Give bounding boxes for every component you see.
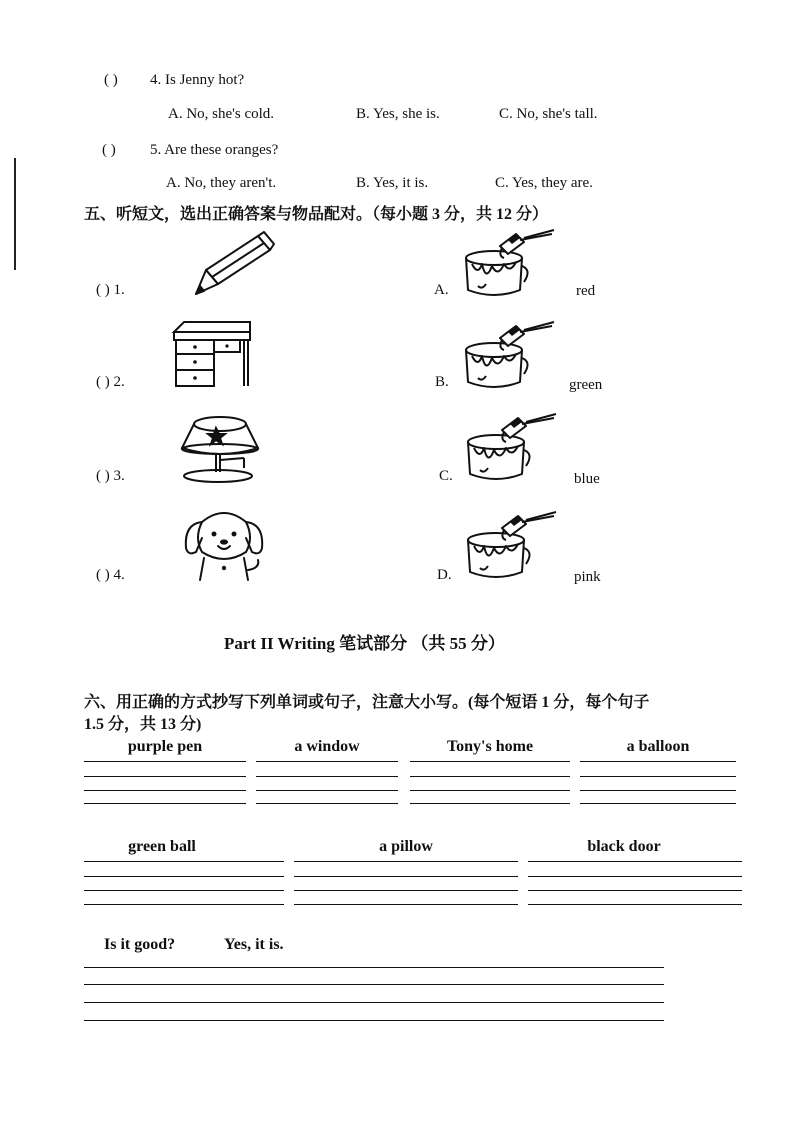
dog-icon	[180, 504, 270, 584]
question-5-bracket: ( )	[102, 142, 116, 158]
copy-sentence-answer: Yes, it is.	[224, 936, 284, 953]
choice-d-letter: D.	[437, 567, 452, 583]
section-6-title-line-1: 六、用正确的方式抄写下列单词或句子，注意大小写。(每个短语 1 分，每个句子	[84, 694, 650, 711]
desk-icon	[170, 320, 254, 390]
copy-word-4: a balloon	[626, 738, 690, 755]
paint-bucket-icon	[458, 320, 564, 392]
copy-word-3: Tony's home	[446, 738, 534, 755]
question-5-option-b: B. Yes, it is.	[356, 175, 429, 191]
choice-c-letter: C.	[439, 468, 453, 484]
match-item-1-label: ( ) 1.	[96, 282, 125, 298]
copy-word-7: black door	[587, 838, 661, 855]
match-item-2-label: ( ) 2.	[96, 374, 125, 390]
part-2-title: Part II Writing 笔试部分 （共 55 分）	[224, 634, 505, 653]
question-4-text: 4. Is Jenny hot?	[150, 72, 245, 88]
choice-b-color-word: green	[569, 377, 603, 393]
choice-a-color-word: red	[576, 283, 596, 299]
section-5-title: 五、听短文，选出正确答案与物品配对。（每小题 3 分，共 12 分）	[84, 206, 549, 223]
copy-word-6: a pillow	[379, 838, 433, 855]
choice-d-color-word: pink	[574, 569, 601, 585]
paint-bucket-icon	[458, 228, 564, 300]
margin-mark	[14, 158, 16, 270]
copy-word-5: green ball	[128, 838, 196, 855]
match-item-3-label: ( ) 3.	[96, 468, 125, 484]
question-5-text: 5. Are these oranges?	[150, 142, 279, 158]
copy-word-1: purple pen	[127, 738, 203, 755]
paint-bucket-icon	[460, 510, 566, 582]
section-6-title-line-2: 1.5 分，共 13 分)	[84, 716, 202, 733]
question-4-bracket: ( )	[104, 72, 118, 88]
lamp-icon	[178, 414, 264, 484]
question-5-option-a: A. No, they aren't.	[166, 175, 277, 191]
choice-a-letter: A.	[434, 282, 449, 298]
question-5-option-c: C. Yes, they are.	[495, 175, 593, 191]
match-item-4-label: ( ) 4.	[96, 567, 125, 583]
question-4-option-b: B. Yes, she is.	[356, 106, 440, 122]
copy-word-2: a window	[294, 738, 360, 755]
copy-sentence-question: Is it good?	[104, 936, 176, 953]
choice-b-letter: B.	[435, 374, 449, 390]
question-4-option-c: C. No, she's tall.	[499, 106, 598, 122]
choice-c-color-word: blue	[574, 471, 600, 487]
question-4-option-a: A. No, she's cold.	[168, 106, 275, 122]
pencil-icon	[186, 230, 278, 300]
paint-bucket-icon	[460, 412, 566, 484]
